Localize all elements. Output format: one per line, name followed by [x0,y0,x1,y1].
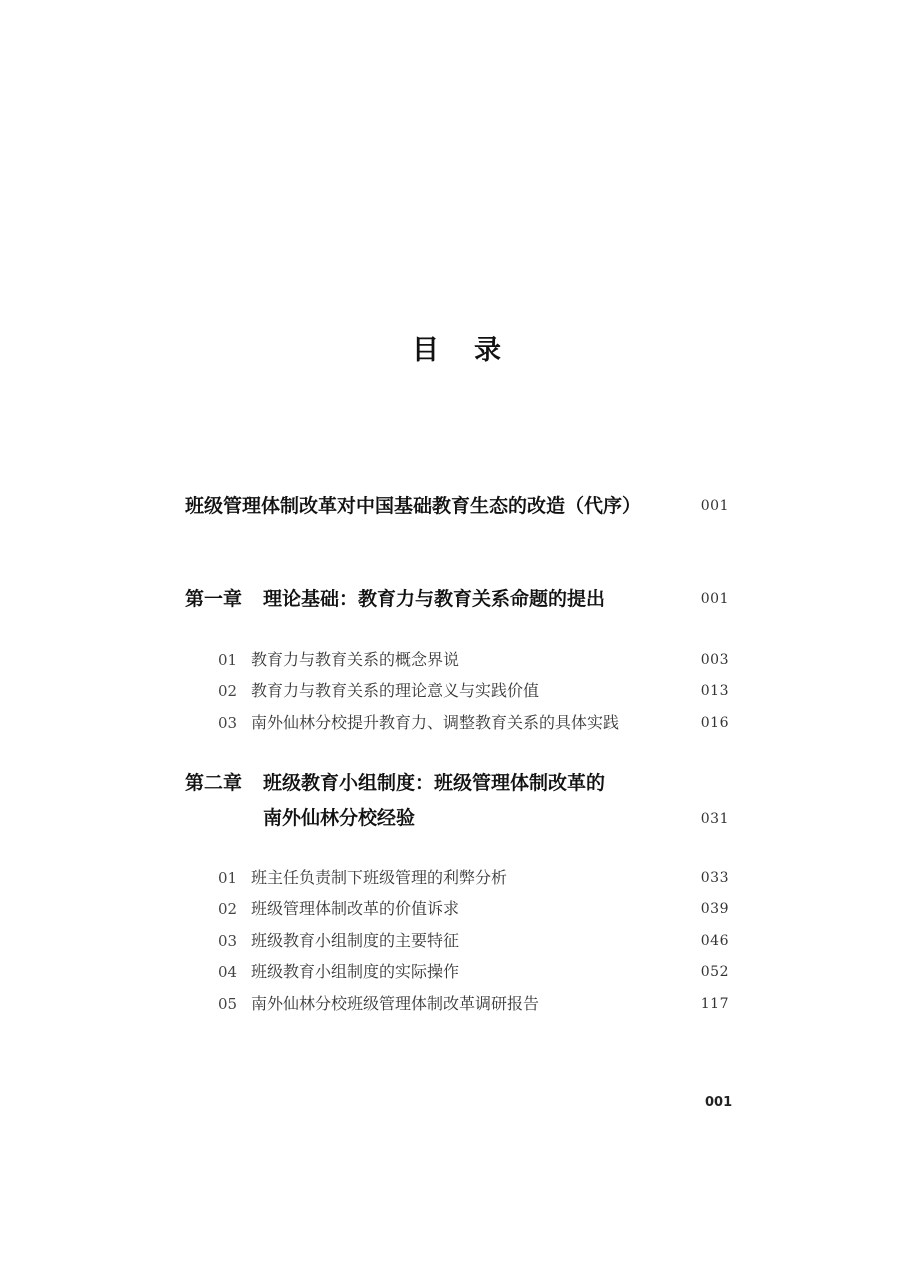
section-title: 班级教育小组制度的主要特征 [251,931,460,950]
chapter-label: 第一章 [185,588,243,610]
chapter-title-line-2: 南外仙林分校经验 [263,807,416,829]
section-page-number: 052 [700,964,729,980]
preface-title: 班级管理体制改革对中国基础教育生态的改造（代序） [185,495,642,517]
section-title: 班主任负责制下班级管理的利弊分析 [251,868,508,887]
chapter-page-number: 001 [700,591,729,607]
section-number: 03 [218,932,238,950]
section-number: 03 [218,714,238,732]
chapter-title: 理论基础：教育力与教育关系命题的提出 [263,588,606,610]
chapter-page-number: 031 [700,811,729,827]
section-page-number: 046 [700,933,729,949]
section-title: 教育力与教育关系的理论意义与实践价值 [251,681,540,700]
section-number: 02 [218,900,238,918]
preface-page-number: 001 [700,498,729,514]
toc-section-row [185,993,729,1015]
toc-section-row [185,930,729,952]
toc-entry-chapter-2-continued [185,806,729,830]
section-number: 04 [218,963,238,981]
chapter-title-line-1: 班级教育小组制度：班级管理体制改革的 [263,772,606,794]
section-page-number: 033 [700,870,729,886]
section-page-number: 117 [700,996,729,1012]
toc-section-row [185,898,729,920]
section-number: 02 [218,682,238,700]
toc-section-row [185,680,729,702]
page-title-char-1: 目 [412,335,439,366]
toc-entry-chapter-1 [185,587,729,611]
toc-section-row [185,961,729,983]
toc-section-row [185,712,729,734]
toc-section-row [185,649,729,671]
section-number: 01 [218,869,238,887]
section-number: 05 [218,995,238,1013]
section-title: 班级管理体制改革的价值诉求 [251,899,460,918]
toc-entry-chapter-2 [185,771,729,795]
section-number: 01 [218,651,238,669]
toc-section-row [185,867,729,889]
section-page-number: 013 [700,683,729,699]
section-title: 班级教育小组制度的实际操作 [251,962,460,981]
toc-entry-preface [185,494,729,518]
section-title: 教育力与教育关系的概念界说 [251,650,460,669]
section-title: 南外仙林分校班级管理体制改革调研报告 [251,994,540,1013]
section-page-number: 039 [700,901,729,917]
chapter-label: 第二章 [185,772,243,794]
section-title: 南外仙林分校提升教育力、调整教育关系的具体实践 [251,713,620,732]
page-folio: 001 [705,1095,733,1110]
section-page-number: 016 [700,715,729,731]
section-page-number: 003 [700,652,729,668]
page-title-char-2: 录 [474,335,501,366]
